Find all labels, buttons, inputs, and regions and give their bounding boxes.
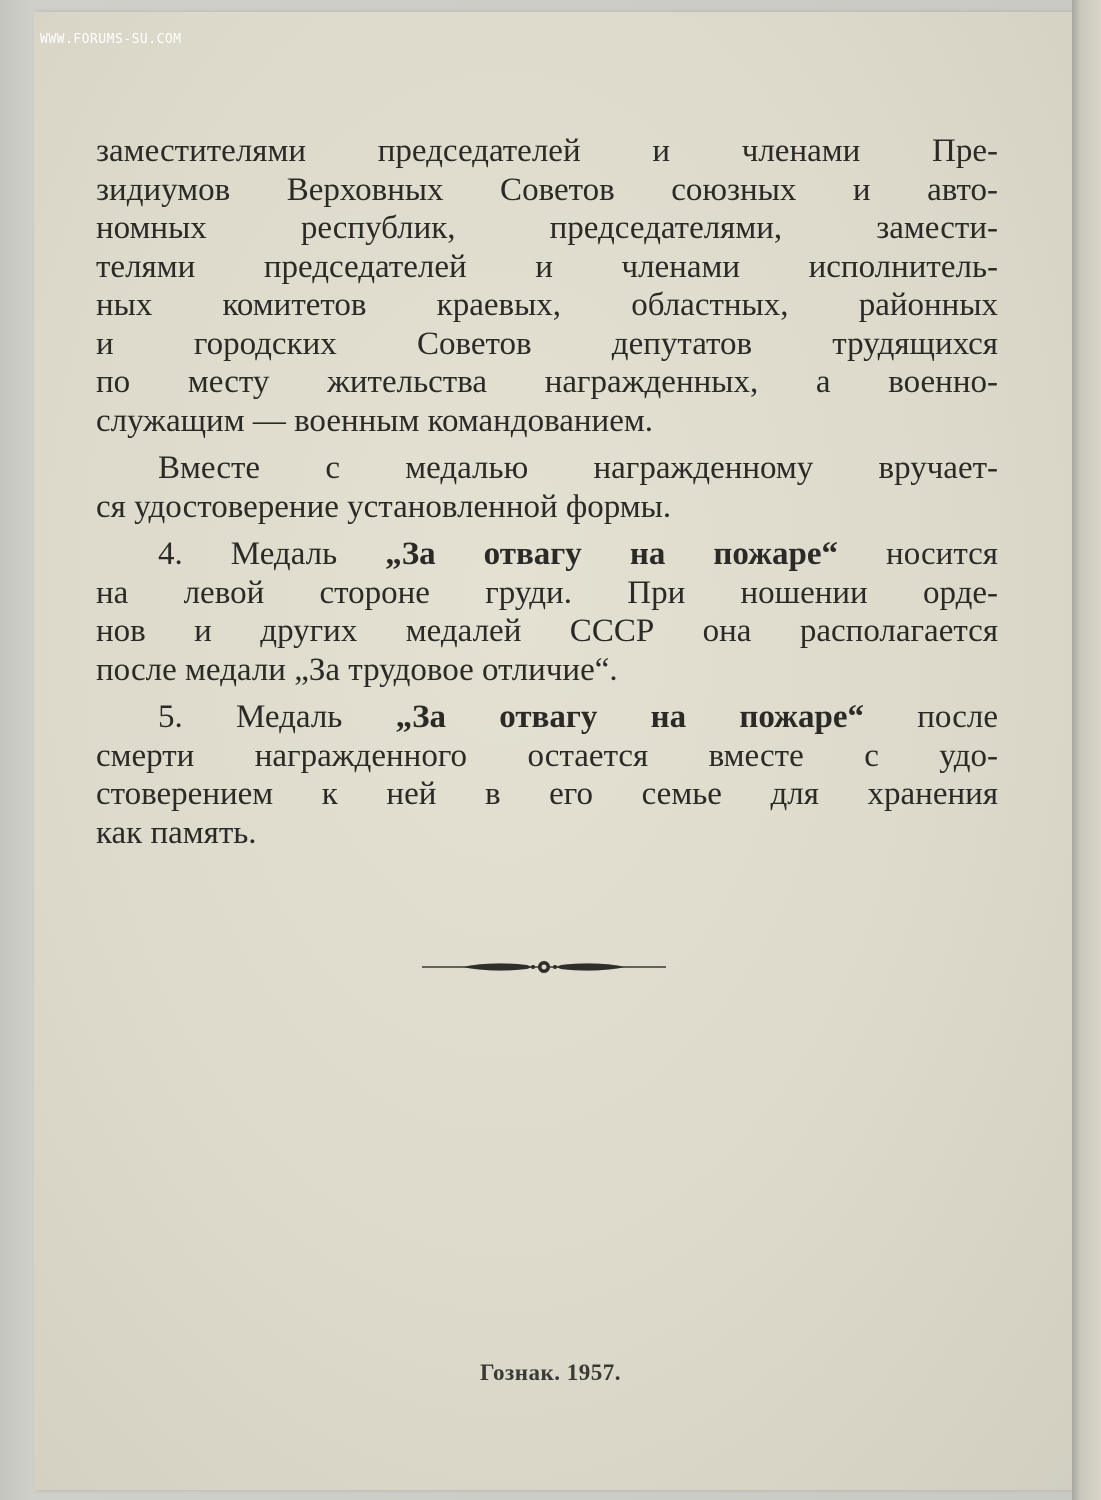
page-text: [96, 132, 998, 852]
text-line: после медали „За трудовое отличие“.: [96, 651, 618, 688]
booklet-next-page-edge: [1072, 0, 1101, 1500]
text-line: [96, 535, 998, 574]
text-line: служащим — военным командованием.: [96, 402, 653, 439]
text-line: ся удостоверение установленной формы.: [96, 488, 672, 525]
text-line: номных республик, председателями, замести-: [96, 210, 998, 246]
text-line: как память.: [96, 814, 257, 851]
text-line: нов и других медалей СССР она располагается: [96, 613, 998, 649]
imprint-footer: Гознак. 1957.: [479, 1360, 622, 1385]
text-fragment: носится: [838, 536, 998, 572]
watermark: WWW.FORUMS-SU.COM: [40, 32, 182, 47]
text-line: ных комитетов краевых, областных, районных: [96, 287, 998, 323]
medal-name-bold: „За отвагу на пожаре“: [395, 699, 864, 735]
paragraph-1: [96, 132, 998, 440]
text-line: Вместе с медалью награжденному вручает-: [158, 450, 998, 486]
text-line: на левой стороне груди. При ношении орде-: [96, 574, 998, 611]
ornament-divider-icon: [422, 955, 666, 979]
text-line: стоверением к ней в его семье для хранения: [96, 776, 998, 812]
text-line: смерти награжденного остается вместе с удо-: [96, 737, 998, 774]
paragraph-3: [96, 535, 998, 689]
medal-name-bold: „За отвагу на пожаре“: [385, 536, 838, 572]
text-line: и городских Советов депутатов трудящихся: [96, 325, 998, 362]
paragraph-4: [96, 698, 998, 852]
item-number-text: 5. Медаль: [158, 699, 396, 735]
item-number-text: 4. Медаль: [158, 536, 386, 572]
text-line: [96, 698, 998, 737]
text-line: по месту жительства награжденных, а военно-: [96, 364, 998, 400]
text-line: зидиумов Верховных Советов союзных и авто-: [96, 171, 998, 208]
text-line: заместителями председателей и членами Пре-: [96, 133, 998, 169]
text-line: телями председателей и членами исполнитель-: [96, 248, 998, 285]
paragraph-2: [96, 449, 998, 526]
text-fragment: после: [864, 699, 998, 735]
